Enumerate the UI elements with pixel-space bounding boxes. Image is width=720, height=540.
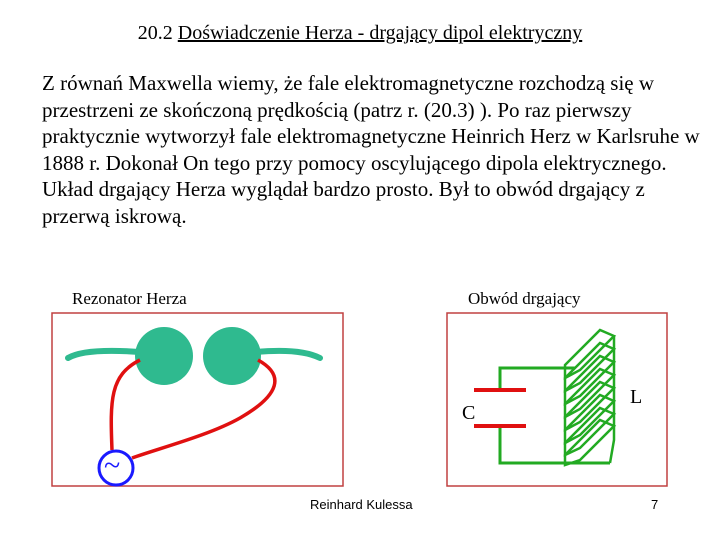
dipole-rod-left (68, 351, 140, 358)
rezonator-label: Rezonator Herza (72, 289, 187, 308)
footer-author: Reinhard Kulessa (310, 497, 413, 512)
rezonator-frame (52, 313, 343, 486)
ac-source-symbol: ~ (104, 449, 121, 482)
dipole-sphere-left (135, 327, 193, 385)
title-text: Doświadczenie Herza - drgający dipol elektryczny (177, 22, 583, 44)
circuit-label: Obwód drgający (468, 289, 581, 308)
inductor-label: L (630, 386, 643, 408)
dipole-rod-right (256, 351, 320, 358)
inductor-coil (565, 330, 614, 465)
dipole-sphere-right (203, 327, 261, 385)
body-paragraph: Z równań Maxwella wiemy, że fale elektromagnetyczne rozchodzą się w przestrzeni ze skończoną prędkością (patrz r. (20.3) ). Po raz pierwszy praktycznie wytworzył fale elektromagnetyczne Heinrich Herz w Karlsruhe w 1888 r. Dokonał On tego przy pomocy oscylującego dipola elektrycznego. Układ drgający Herza wyglądał bardzo prosto. Był to obwód drgający z przerwą iskrową. (42, 71, 700, 228)
title-number: 20.2 (137, 22, 173, 44)
capacitor-label: C (462, 402, 476, 424)
wire-left (111, 360, 140, 450)
page-number: 7 (651, 497, 659, 512)
